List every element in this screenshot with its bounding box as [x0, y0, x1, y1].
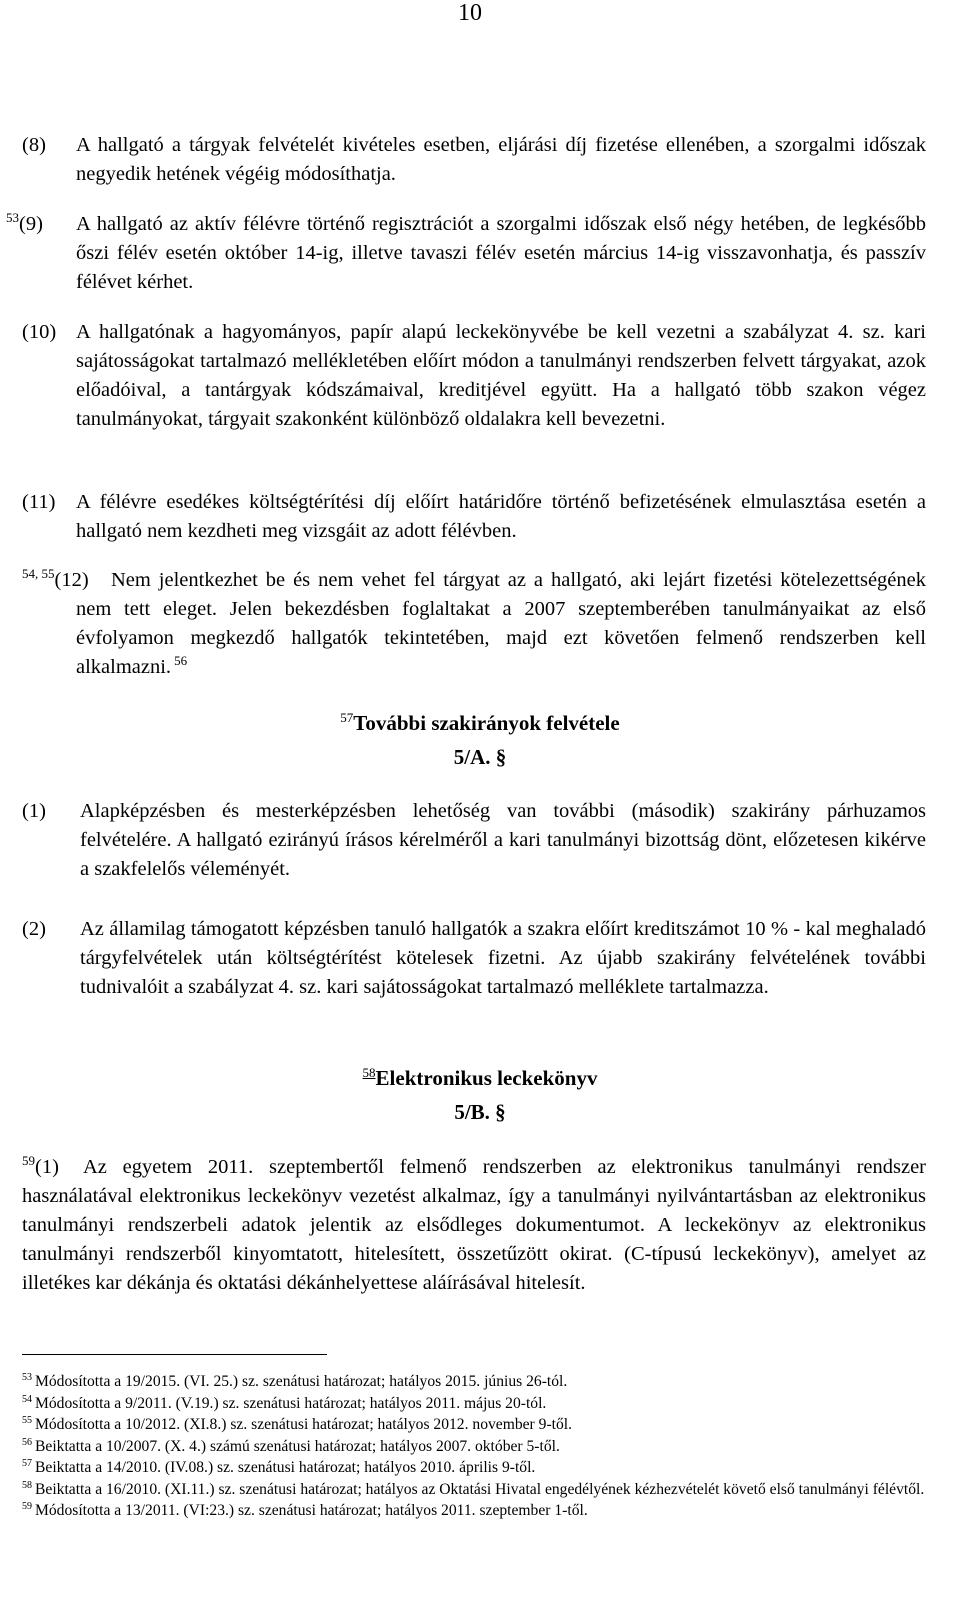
- footnote-number: 58: [22, 1479, 32, 1491]
- paragraph-number: (10): [22, 321, 57, 343]
- paragraph-8: [22, 131, 926, 189]
- paragraph-9: [6, 210, 926, 297]
- section-5b-number: 5/B. §: [454, 1100, 506, 1124]
- footnote-ref: 56: [174, 653, 188, 668]
- footnote-text: Módosította a 13/2011. (VI:23.) sz. szenátusi határozat; hatályos 2011. szeptember 1-től.: [35, 1502, 588, 1519]
- paragraph-number: [22, 566, 89, 595]
- footnote-text: Módosította a 10/2012. (XI.8.) sz. szenátusi határozat; hatályos 2012. november 9-től.: [35, 1416, 572, 1433]
- paragraph-12: [22, 566, 926, 682]
- paragraph-10: [22, 318, 926, 434]
- section-5a-number: 5/A. §: [453, 745, 507, 769]
- footnote-separator: [22, 1354, 327, 1355]
- section-5b-title: [0, 1063, 960, 1094]
- section-title-text: Elektronikus leckekönyv: [375, 1066, 598, 1090]
- paragraph-11: [22, 488, 926, 546]
- page-number: 10: [458, 0, 482, 26]
- paragraph-text: Az egyetem 2011. szeptembertől felmenő rendszerben az elektronikus tanulmányi rendszer használatával elektronikus leckekönyv vezetést alkalmaz, így a tanulmányi nyilvántartásban az elektronikus tanulmányi rendszerbeli adatok jelentik az elsődleges dokumentumot. A leckekönyv az elektronikus tanulmányi rendszerből kinyomtatott, hitelesített, összetűzött okirat. (C-típusú leckekönyv), amelyet az illetékes kar dékánja és oktatási dékánhelyettese aláírásával hitelesít.: [22, 1156, 926, 1294]
- footnote-text: Beiktatta a 10/2007. (X. 4.) számú szenátusi határozat; hatályos 2007. október 5-től.: [35, 1437, 560, 1455]
- paragraph-text: A hallgató az aktív félévre történő regisztrációt a szorgalmi időszak első négy hetében, de legkésőbb őszi félév esetén október 14-ig, illetve tavaszi félév esetén március 14-ig visszavonhatja, és passzív félévet kérhet.: [76, 213, 926, 293]
- footnote-number: 57: [22, 1458, 32, 1469]
- paragraph-number: (2): [22, 918, 46, 940]
- footnote-text: Módosította a 19/2015. (VI. 25.) sz. szenátusi határozat; hatályos 2015. június 26-tól.: [35, 1373, 568, 1390]
- paragraph-number: (1): [22, 800, 46, 822]
- paragraph-text-body: Nem jelentkezhet be és nem vehet fel tárgyat az a hallgató, aki lejárt fizetési kötelezettségének nem tett eleget. Jelen bekezdésben foglaltakat a 2007 szeptemberében tanulmányaikat az első évfolyamon megkezdő hallgatók tekintetében, majd ezt követően felmenő rendszerben kell alkalmazni.: [76, 569, 926, 678]
- paragraph-text: A félévre esedékes költségtérítési díj előírt határidőre történő befizetésének elmulasztása esetén a hallgató nem kezdheti meg vizsgáit az adott félévben.: [76, 491, 926, 542]
- paragraph-number-label: (12): [54, 569, 89, 591]
- section-5a-paragraph-1: [22, 797, 926, 884]
- footnote-56: [22, 1436, 926, 1458]
- footnote-number: 59: [22, 1501, 32, 1512]
- paragraph-text: [76, 566, 926, 682]
- paragraph-text: Alapképzésben és mesterképzésben lehetőség van további (második) szakirány párhuzamos felvételére. A hallgató ezirányú írásos kérelméről a kari tanulmányi bizottság dönt, előzetesen kikérve a szakfelelős véleményét.: [80, 800, 926, 880]
- footnote-text: Módosította a 9/2011. (V.19.) sz. szenátusi határozat; hatályos 2011. május 20-tól.: [35, 1394, 547, 1412]
- footnote-text: Beiktatta a 16/2010. (XI.11.) sz. szenátusi határozat; hatályos az Oktatási Hivatal engedélyének kézhezvételét követő első tanulmányi félévtől.: [35, 1480, 925, 1498]
- footnote-ref: 57: [340, 710, 354, 725]
- footnote-54: [22, 1393, 926, 1415]
- footnote-ref: 53: [6, 210, 19, 225]
- paragraph-number: [22, 1153, 59, 1182]
- footnote-ref: 58: [362, 1065, 376, 1080]
- paragraph-number-label: (9): [19, 213, 43, 235]
- footnotes: [22, 1371, 926, 1522]
- section-5a-title: [0, 708, 960, 739]
- footnote-number: 55: [22, 1415, 32, 1426]
- section-5a-paragraph-2: [22, 915, 926, 1002]
- paragraph-text: Az államilag támogatott képzésben tanuló hallgatók a szakra előírt kreditszámot 10 % - kal meghaladó tárgyfelvételek után költségtérítést kötelesek fizetni. Az újabb szakirány felvételének további tudnivalóit a szabályzat 4. sz. kari sajátosságokat tartalmazó melléklete tartalmazza.: [80, 918, 926, 998]
- paragraph-number-label: (1): [35, 1156, 59, 1178]
- paragraph-text: A hallgató a tárgyak felvételét kivételes esetben, eljárási díj fizetése ellenében, a szorgalmi időszak negyedik hetének végéig módosíthatja.: [76, 134, 926, 185]
- paragraph-text: A hallgatónak a hagyományos, papír alapú leckekönyvébe be kell vezetni a szabályzat 4. sz. kari sajátosságokat tartalmazó mellékletében előírt módon a tanulmányi rendszerben felvett tárgyakat, azok előadóival, a tantárgyak kódszámaival, kreditjével együtt. Ha a hallgató több szakon végez tanulmányokat, tárgyait szakonként különböző oldalakra kell bevezetni.: [76, 321, 926, 430]
- paragraph-number: (8): [22, 134, 46, 156]
- paragraph-number: [6, 210, 43, 239]
- footnote-55: [22, 1414, 926, 1436]
- section-5b-paragraph-1: [22, 1153, 926, 1298]
- paragraph-number: (11): [22, 491, 56, 513]
- footnote-58: [22, 1479, 926, 1501]
- footnote-57: [22, 1457, 926, 1479]
- footnote-ref: 59: [22, 1153, 35, 1168]
- section-title-text: További szakirányok felvétele: [353, 711, 620, 735]
- footnote-number: 54: [22, 1393, 32, 1405]
- footnote-number: 56: [22, 1436, 32, 1448]
- footnote-ref: 54, 55: [22, 566, 55, 581]
- footnote-53: [22, 1371, 926, 1393]
- footnote-59: [22, 1500, 926, 1522]
- footnote-number: 53: [22, 1372, 32, 1383]
- footnote-text: Beiktatta a 14/2010. (IV.08.) sz. szenátusi határozat; hatályos 2010. április 9-től.: [35, 1459, 536, 1476]
